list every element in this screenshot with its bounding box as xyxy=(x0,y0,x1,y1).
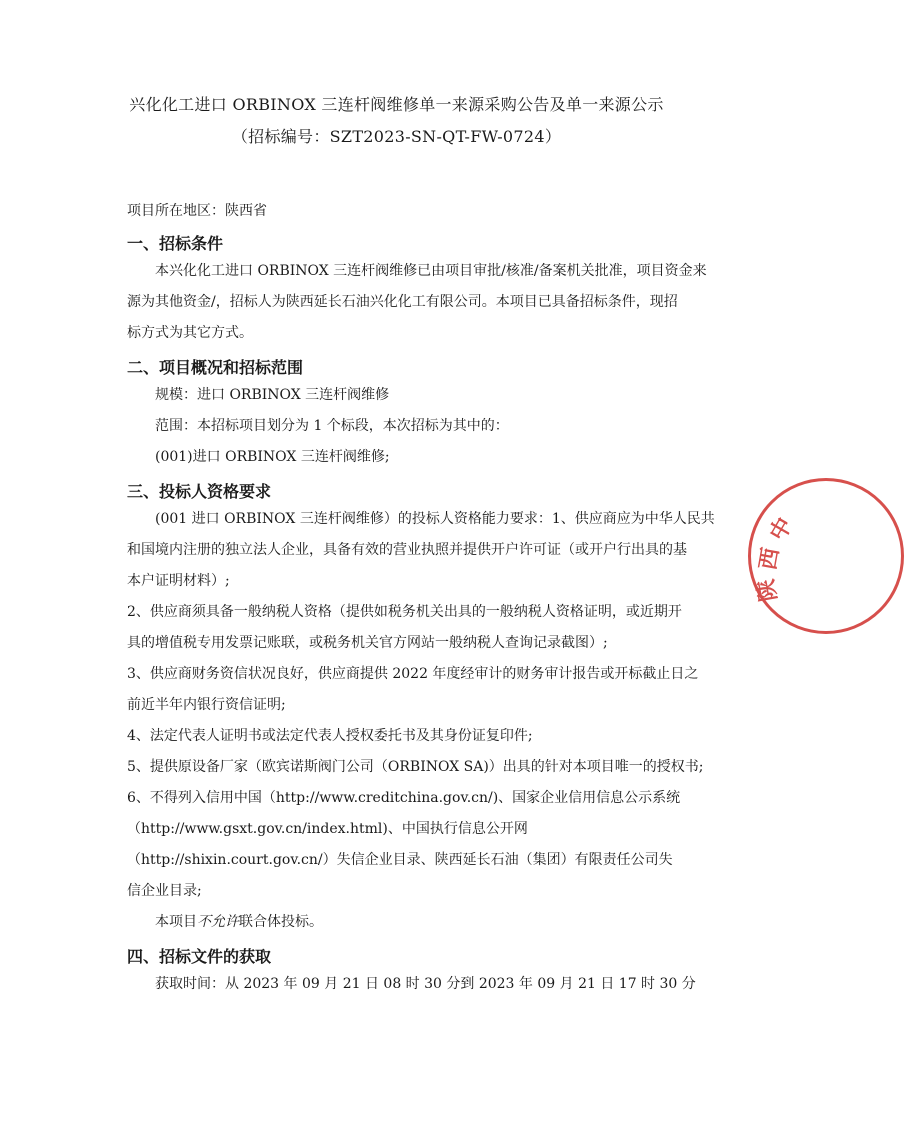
requirement-line: 4、法定代表人证明书或法定代表人授权委托书及其身份证复印件; xyxy=(127,728,533,744)
requirement-line: 本户证明材料）; xyxy=(127,573,230,589)
requirement-line: 信企业目录; xyxy=(127,883,202,899)
section-heading-3: 三、投标人资格要求 xyxy=(127,482,272,501)
paragraph-line: 标方式为其它方式。 xyxy=(127,325,253,341)
requirement-line: 5、提供原设备厂家（欧宾诺斯阀门公司（ORBINOX SA)）出具的针对本项目唯一的授权书; xyxy=(127,759,704,775)
requirement-line: 2、供应商须具备一般纳税人资格（提供如税务机关出具的一般纳税人资格证明，或近期开 xyxy=(127,604,682,620)
joint-bid-not-allowed: 不允许 xyxy=(197,914,239,930)
section-heading-1: 一、招标条件 xyxy=(127,234,224,253)
project-region: 项目所在地区：陕西省 xyxy=(127,203,267,219)
seal-char: 西 xyxy=(755,545,785,572)
joint-bid-suffix: 联合体投标。 xyxy=(239,914,323,930)
section-heading-2: 二、项目概况和招标范围 xyxy=(127,358,304,377)
requirement-line: 和国境内注册的独立法人企业，具备有效的营业执照并提供开户许可证（或开户行出具的基 xyxy=(127,542,687,558)
joint-bid-statement xyxy=(155,913,323,931)
requirement-line: （http://shixin.court.gov.cn/）失信企业目录、陕西延长石油（集团）有限责任公司失 xyxy=(127,852,673,868)
requirement-line: 3、供应商财务资信状况良好，供应商提供 2022 年度经审计的财务审计报告或开标截止日之 xyxy=(127,666,699,682)
project-scale: 规模：进口 ORBINOX 三连杆阀维修 xyxy=(155,387,390,403)
seal-char: 中 xyxy=(765,513,799,546)
seal-char: 陕 xyxy=(753,577,783,604)
project-lot: (001)进口 ORBINOX 三连杆阀维修; xyxy=(155,449,390,465)
paragraph-line: 源为其他资金/，招标人为陕西延长石油兴化化工有限公司。本项目已具备招标条件，现招 xyxy=(127,294,678,310)
requirement-line: 前近半年内银行资信证明; xyxy=(127,697,286,713)
company-seal-stamp xyxy=(748,478,904,634)
requirement-line: 6、不得列入信用中国（http://www.creditchina.gov.cn/)、国家企业信用信息公示系统 xyxy=(127,790,681,806)
requirement-line: (001 进口 ORBINOX 三连杆阀维修）的投标人资格能力要求：1、供应商应为中华人民共 xyxy=(155,511,715,527)
requirement-line: （http://www.gsxt.gov.cn/index.html)、中国执行信息公开网 xyxy=(127,821,528,837)
project-range: 范围：本招标项目划分为 1 个标段，本次招标为其中的： xyxy=(155,418,509,434)
acquisition-time: 获取时间：从 2023 年 09 月 21 日 08 时 30 分到 2023 年 09 月 21 日 17 时 30 分 xyxy=(155,976,696,992)
doc-title: 兴化化工进口 ORBINOX 三连杆阀维修单一来源采购公告及单一来源公示 xyxy=(129,95,664,114)
joint-bid-prefix: 本项目 xyxy=(155,914,197,930)
section-heading-4: 四、招标文件的获取 xyxy=(127,947,272,966)
tender-number: （招标编号：SZT2023-SN-QT-FW-0724） xyxy=(231,127,562,146)
paragraph-line: 本兴化化工进口 ORBINOX 三连杆阀维修已由项目审批/核准/备案机关批准，项目资金来 xyxy=(155,263,707,279)
requirement-line: 具的增值税专用发票记账联，或税务机关官方网站一般纳税人查询记录截图）; xyxy=(127,635,608,651)
